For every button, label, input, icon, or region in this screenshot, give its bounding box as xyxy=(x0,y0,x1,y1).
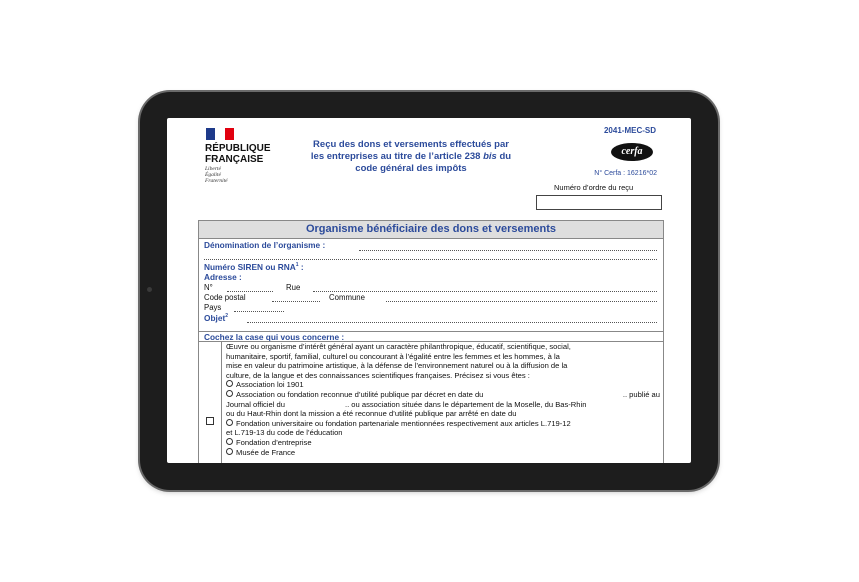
choice-musee-de-france[interactable]: Musée de France xyxy=(226,448,660,458)
address-label: Adresse : xyxy=(204,272,242,282)
street-field[interactable] xyxy=(313,291,657,292)
section-title: Organisme bénéficiaire des dons et versements xyxy=(199,221,663,239)
postal-code-label: Code postal xyxy=(204,293,246,302)
tablet-screen xyxy=(167,118,691,463)
radio-icon xyxy=(226,380,233,387)
receipt-order-label: Numéro d’ordre du reçu xyxy=(554,183,634,192)
form-code: 2041-MEC-SD xyxy=(603,126,656,135)
option1-description: Œuvre ou organisme d’intérêt général ayant un caractère philanthropique, éducatif, scientifique, social, humanitaire, sportif, familial, culturel ou concourant à l’égalité entre les femmes et les hommes, à la mise en valeur du patrimoine artistique, à la défense de l’environnement naturel ou à la diffusion de la culture, de la langue et des connaissances scientifiques françaises. Précisez si vous êtes : Association loi 1901 Association ou fondation reconnue d’utilité publique par décret en date du .. publié au Journal officiel du .. ou association située dans le département de la Moselle, du Bas-Rhin ou du Haut-Rhin dont la mission a été reconnue d’utilité publique par arrêté en date du Fondation universitaire ou fondation partenariale mentionnées respectivement aux articles L.719-12 et L.719-13 du code de l’éducation Fondation d’entreprise Musée de France xyxy=(226,342,660,457)
camera-dot xyxy=(147,287,152,292)
object-label: Objet$^2$ xyxy=(204,313,228,323)
choice-association-rup-cont2: ou du Haut-Rhin dont la mission a été reconnue d’utilité publique par arrêté en date du xyxy=(226,409,517,419)
form-title: Reçu des dons et versements effectués par les entreprises au titre de l’article 238 bis du code général des impôts xyxy=(310,139,512,174)
motto: Liberté Égalité Fraternité xyxy=(205,166,228,184)
choice-fondation-universitaire-cont: et L.719-13 du code de l’éducation xyxy=(226,428,343,438)
choice-fondation-entreprise[interactable]: Fondation d’entreprise xyxy=(226,438,660,448)
radio-icon xyxy=(226,448,233,455)
radio-icon xyxy=(226,419,233,426)
denomination-field[interactable] xyxy=(359,250,657,251)
french-flag-icon xyxy=(206,128,234,140)
option1-checkbox[interactable] xyxy=(206,417,214,425)
cerfa-document xyxy=(167,118,691,463)
cerfa-number: N° Cerfa : 16216*02 xyxy=(594,170,657,177)
tablet-frame xyxy=(140,92,718,490)
beneficiary-section xyxy=(198,220,664,463)
address-number-label: N° xyxy=(204,283,213,292)
receipt-order-input[interactable] xyxy=(536,195,662,210)
siren-label: Numéro SIREN ou RNA$^1$ : xyxy=(204,262,304,272)
country-field[interactable] xyxy=(234,311,284,312)
denomination-field-line2[interactable] xyxy=(204,259,657,260)
check-instruction: Cochez la case qui vous concerne : xyxy=(204,332,345,342)
city-label: Commune xyxy=(329,293,365,302)
city-field[interactable] xyxy=(386,301,657,302)
republique-francaise-logo: RÉPUBLIQUE FRANÇAISE xyxy=(205,143,271,165)
cerfa-logo: cerfa xyxy=(611,143,653,161)
radio-icon xyxy=(226,438,233,445)
radio-icon xyxy=(226,390,233,397)
choice-association-rup[interactable]: Association ou fondation reconnue d’utilité publique par décret en date du .. publié au xyxy=(226,390,660,400)
street-label: Rue xyxy=(286,283,301,292)
country-label: Pays xyxy=(204,303,222,312)
choice-association-rup-cont: Journal officiel du .. ou association située dans le département de la Moselle, du Bas-Rhin xyxy=(226,399,587,409)
denomination-label: Dénomination de l’organisme : xyxy=(204,240,326,250)
address-number-field[interactable] xyxy=(227,291,273,292)
choice-fondation-universitaire[interactable]: Fondation universitaire ou fondation partenariale mentionnées respectivement aux articles L.719-12 xyxy=(226,419,660,429)
choice-association-1901[interactable]: Association loi 1901 xyxy=(226,380,660,390)
object-field[interactable] xyxy=(247,322,657,323)
postal-code-field[interactable] xyxy=(272,301,320,302)
checkbox-column xyxy=(199,341,222,463)
